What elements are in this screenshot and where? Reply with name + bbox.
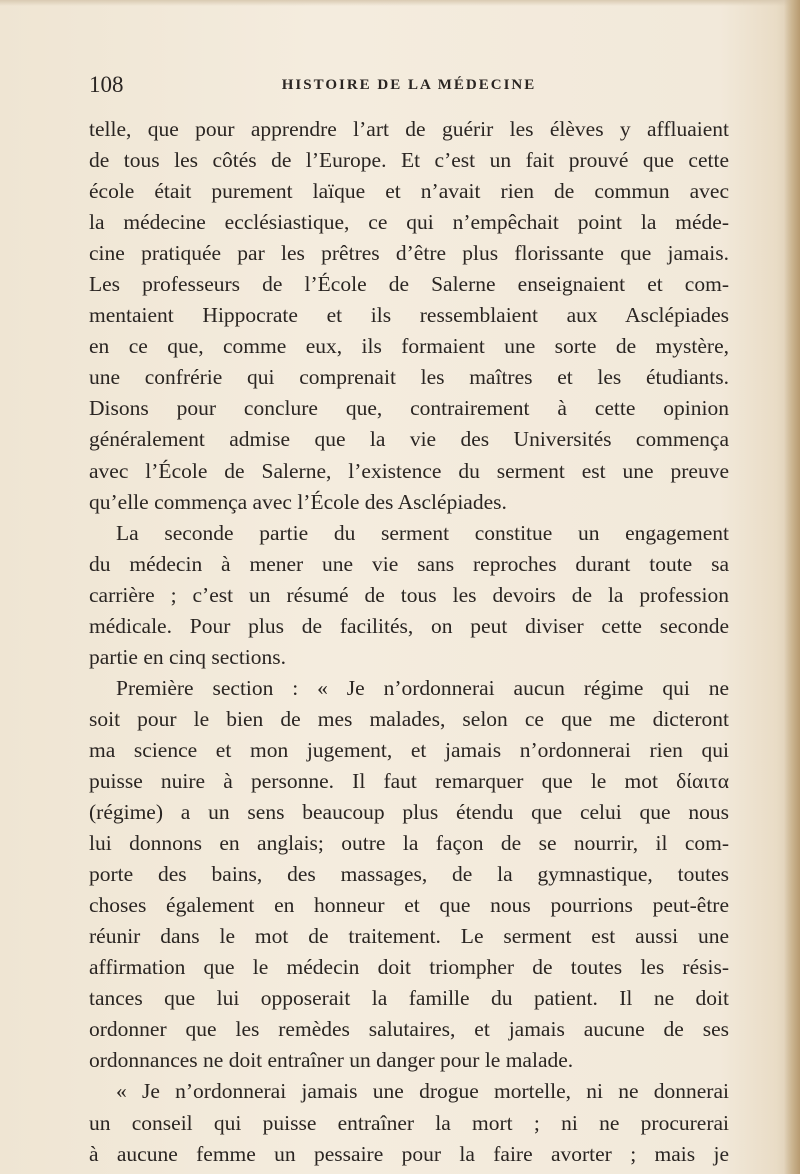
text-line: la médecine ecclésiastique, ce qui n’empêchait point la méde- [89, 210, 729, 235]
text-line: école était purement laïque et n’avait rien de commun avec [89, 179, 729, 204]
text-line: ordonnances ne doit entraîner un danger pour le malade. [89, 1048, 574, 1073]
text-line: puisse nuire à personne. Il faut remarquer que le mot δίαιτα [89, 768, 729, 793]
text-line: avec l’École de Salerne, l’existence du serment est une preuve [89, 458, 729, 483]
text-line: cine pratiquée par les prêtres d’être plus florissante que jamais. [89, 241, 729, 266]
page-top-shadow [0, 0, 800, 6]
text-line: tances que lui opposerait la famille du patient. Il ne doit [89, 986, 729, 1011]
text-line: à aucune femme un pessaire pour la faire avorter ; mais je [89, 1141, 729, 1166]
body-text [89, 114, 729, 1170]
text-line: Disons pour conclure que, contrairement à cette opinion [89, 396, 729, 421]
text-line: un conseil qui puisse entraîner la mort ; ni ne procurerai [89, 1110, 729, 1135]
text-line: carrière ; c’est un résumé de tous les devoirs de la profession [89, 582, 729, 607]
text-line: choses également en honneur et que nous pourrions peut-être [89, 893, 729, 918]
text-line: porte des bains, des massages, de la gymnastique, toutes [89, 862, 729, 887]
text-line: Les professeurs de l’École de Salerne enseignaient et com- [89, 272, 729, 297]
page-binding-edge [784, 0, 800, 1174]
text-line: du médecin à mener une vie sans reproches durant toute sa [89, 551, 729, 576]
running-title: HISTOIRE DE LA MÉDECINE [281, 77, 537, 93]
page-header [89, 71, 729, 99]
text-line: médicale. Pour plus de facilités, on peut diviser cette seconde [89, 613, 729, 638]
text-line: généralement admise que la vie des Universités commença [89, 427, 729, 452]
text-line: affirmation que le médecin doit triompher de toutes les résis- [89, 955, 729, 980]
text-line: une confrérie qui comprenait les maîtres et les étudiants. [89, 365, 729, 390]
text-line: lui donnons en anglais; outre la façon de se nourrir, il com- [89, 831, 729, 856]
text-line: soit pour le bien de mes malades, selon ce que me dicteront [89, 706, 729, 731]
text-line: ma science et mon jugement, et jamais n’ordonnerai rien qui [89, 737, 729, 762]
text-line: ordonner que les remèdes salutaires, et jamais aucune de ses [89, 1017, 729, 1042]
text-line: telle, que pour apprendre l’art de guérir les élèves y affluaient [89, 117, 729, 141]
page-number: 108 [89, 72, 124, 97]
text-line: qu’elle commença avec l’École des Asclépiades. [89, 489, 507, 514]
text-line: partie en cinq sections. [89, 644, 287, 669]
text-line: Première section : « Je n’ordonnerai aucun régime qui ne [116, 675, 729, 700]
text-line: réunir dans le mot de traitement. Le serment est aussi une [89, 924, 729, 949]
text-line: mentaient Hippocrate et ils ressemblaient aux Asclépiades [89, 303, 729, 328]
text-line: « Je n’ordonnerai jamais une drogue mortelle, ni ne donnerai [116, 1079, 729, 1104]
text-line: (régime) a un sens beaucoup plus étendu que celui que nous [89, 800, 729, 825]
text-line: en ce que, comme eux, ils formaient une sorte de mystère, [89, 334, 729, 359]
text-line: La seconde partie du serment constitue un engagement [116, 520, 729, 545]
text-line: de tous les côtés de l’Europe. Et c’est un fait prouvé que cette [89, 148, 729, 173]
